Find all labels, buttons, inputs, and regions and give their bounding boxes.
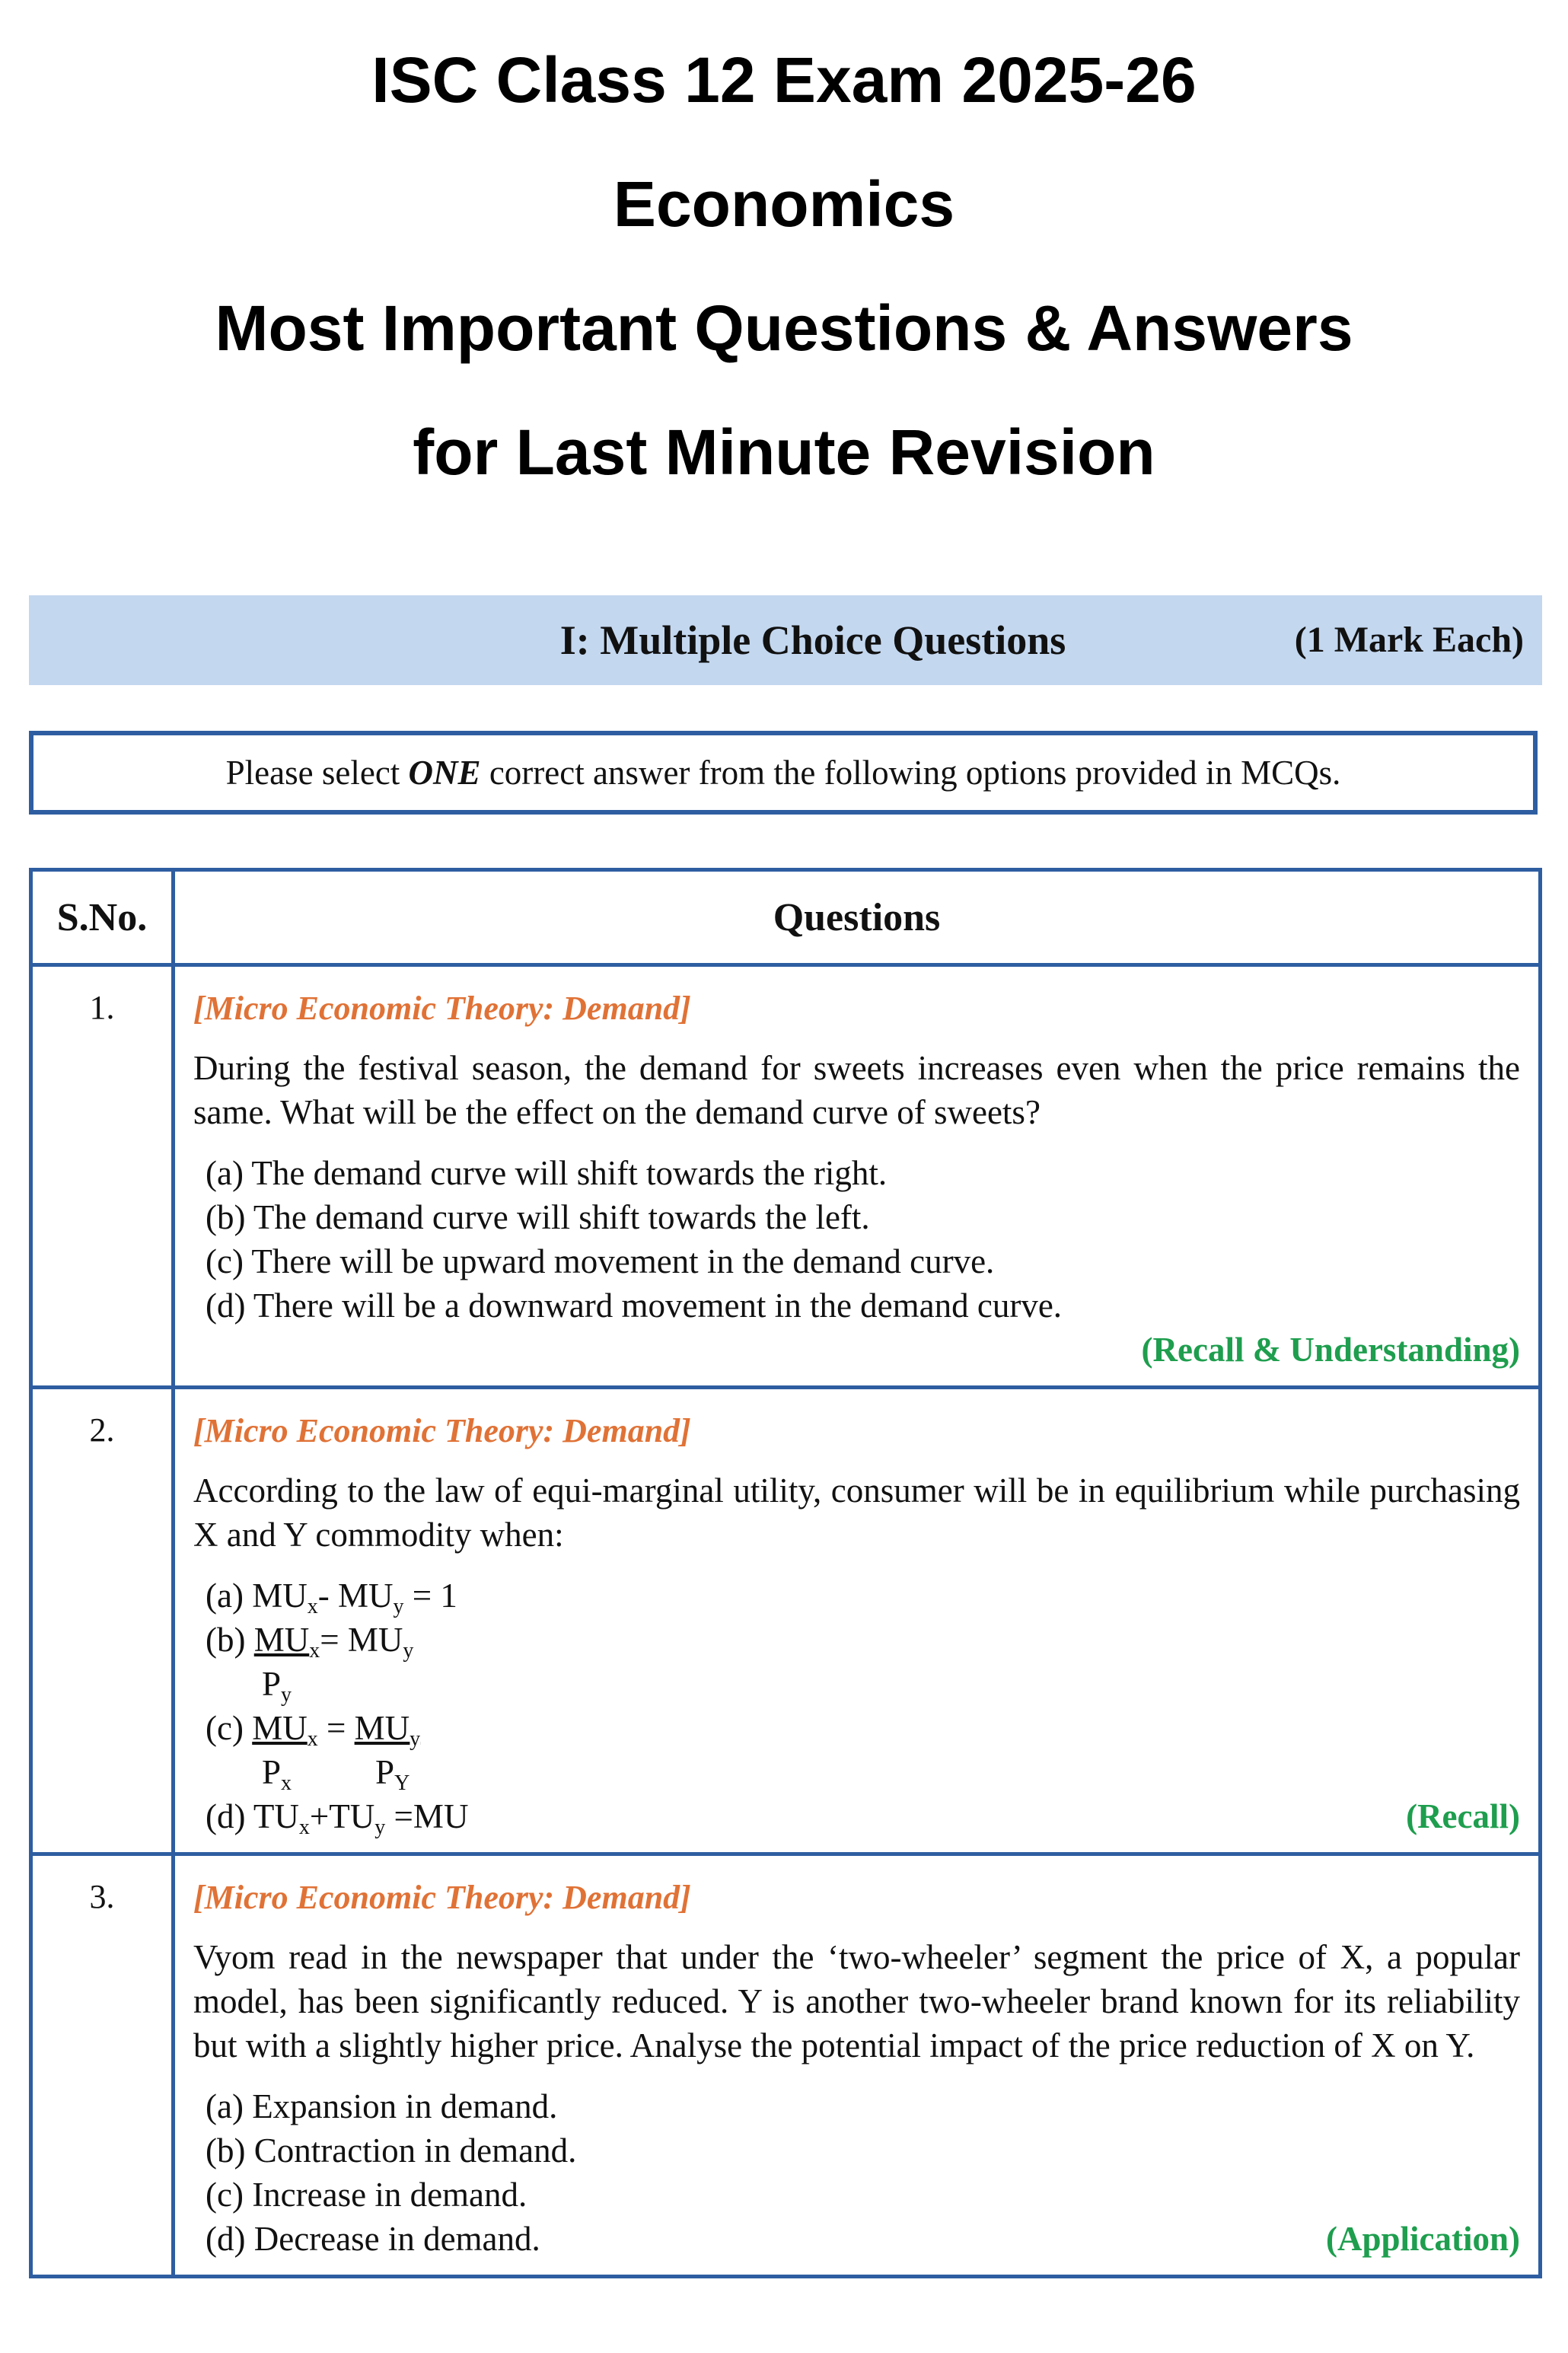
option-c: (c) There will be upward movement in the demand curve. <box>206 1242 995 1280</box>
title-line-2: Economics <box>613 168 955 240</box>
option-c-denominators: $P_x$ $P_Y$ <box>262 1753 410 1795</box>
table-header-row <box>31 870 1541 965</box>
question-number: 2. <box>31 1388 174 1854</box>
option-b: (b) The demand curve will shift towards the left. <box>206 1198 870 1236</box>
questions-table <box>29 868 1542 2278</box>
table-row <box>31 965 1541 1388</box>
title-line-1: ISC Class 12 Exam 2025-26 <box>371 44 1197 116</box>
instruction-box <box>29 731 1538 815</box>
title-line-4: for Last Minute Revision <box>413 416 1155 488</box>
question-stem: During the festival season, the demand for sweets increases even when the price remains the same. What will be the effect on the demand curve of sweets? <box>193 1049 1520 1131</box>
title-line-3: Most Important Questions & Answers <box>215 292 1353 364</box>
section-marks: (1 Mark Each) <box>1294 620 1524 660</box>
document-title <box>0 30 1568 527</box>
question-cell <box>174 965 1541 1388</box>
instruction-after: correct answer from the following options provided in MCQs. <box>480 754 1341 792</box>
option-c: (c) Increase in demand. <box>206 2176 527 2214</box>
question-topic: [Micro Economic Theory: Demand] <box>193 1879 691 1916</box>
table-row <box>31 1388 1541 1854</box>
option-d: (d) $TU_x+TU_y =MU$ (Recall) <box>193 1794 1520 1838</box>
question-stem: According to the law of equi-marginal utility, consumer will be in equilibrium while purchasing X and Y commodity when: <box>193 1471 1520 1554</box>
question-cell <box>174 1388 1541 1854</box>
option-b: (b) $MU_x= MU_y$ <box>206 1621 414 1663</box>
question-cell <box>174 1854 1541 2277</box>
option-a: (a) Expansion in demand. <box>206 2087 558 2125</box>
question-topic: [Micro Economic Theory: Demand] <box>193 990 691 1027</box>
question-number: 1. <box>31 965 174 1388</box>
option-b: (b) Contraction in demand. <box>206 2131 577 2170</box>
question-number: 3. <box>31 1854 174 2277</box>
instruction-emphasis: ONE <box>408 754 481 792</box>
option-b-denominator: $P_y$ <box>262 1665 292 1707</box>
option-a: (a) $MU_x-$ $MU_y = 1$ <box>206 1577 457 1618</box>
option-d: (d) Decrease in demand. (Application) <box>193 2217 1520 2261</box>
option-d: (d) There will be a downward movement in the demand curve. <box>206 1286 1063 1325</box>
header-sno: S.No. <box>31 870 174 965</box>
question-topic: [Micro Economic Theory: Demand] <box>193 1412 691 1449</box>
question-stem: Vyom read in the newspaper that under the ‘two-wheeler’ segment the price of X, a popular model, has been significantly reduced. Y is another two-wheeler brand known for its reliability but with a slightly higher price. Analyse the potential impact of the price reduction of X on Y. <box>193 1938 1520 2064</box>
option-c: (c) $MU_x = MU_y$ <box>206 1709 421 1751</box>
cognitive-tag: (Recall) <box>1406 1797 1520 1835</box>
section-header-band <box>29 595 1542 685</box>
instruction-before: Please select <box>225 754 409 792</box>
cognitive-tag: (Application) <box>1325 2220 1520 2258</box>
header-questions: Questions <box>174 870 1541 965</box>
option-a: (a) The demand curve will shift towards the right. <box>206 1154 888 1192</box>
table-row <box>31 1854 1541 2277</box>
section-heading: I: Multiple Choice Questions <box>559 617 1066 663</box>
cognitive-tag: (Recall & Understanding) <box>1141 1331 1520 1369</box>
